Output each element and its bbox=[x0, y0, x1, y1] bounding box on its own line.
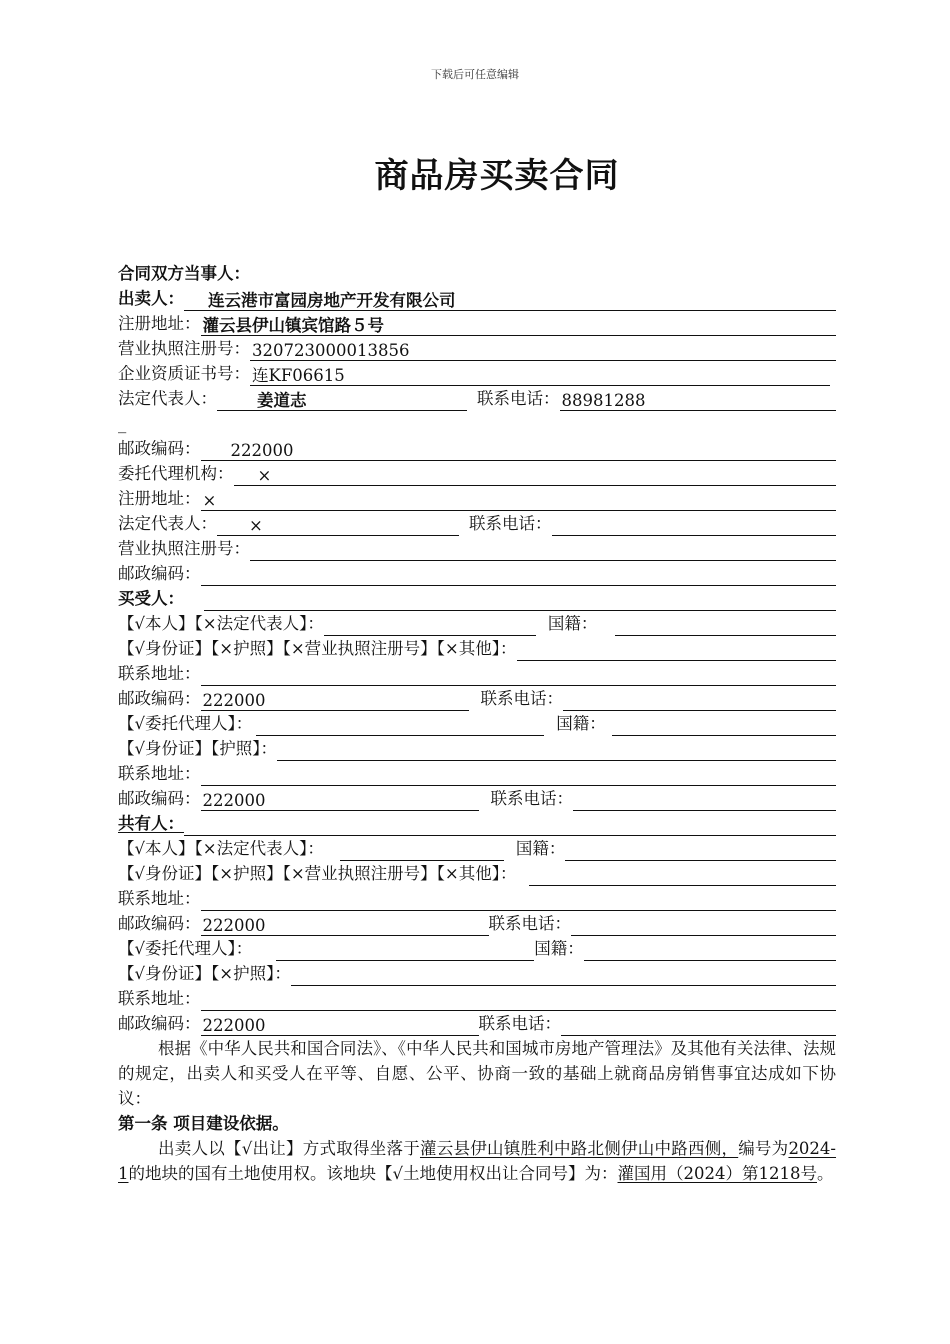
seller-license-row: 营业执照注册号： 320723000013856 bbox=[118, 336, 836, 361]
buyer-phone bbox=[563, 691, 836, 711]
co-owner-self-row: 【√本人】【×法定代表人】： 国籍： bbox=[118, 836, 836, 861]
co-owner-agent-id bbox=[291, 966, 836, 986]
buyer-name bbox=[324, 616, 536, 636]
buyer-self-row: 【√本人】【×法定代表人】： 国籍： bbox=[118, 611, 836, 636]
agent-org-legal-rep: × bbox=[217, 516, 459, 536]
co-owner-name bbox=[340, 841, 504, 861]
seller-qualification-row: 企业资质证书号： 连KF06615 bbox=[118, 361, 836, 386]
plot-number: 2024-1 bbox=[118, 1139, 837, 1183]
agent-org-address-row: 注册地址： × bbox=[118, 486, 836, 511]
seller-legal-rep-row: 法定代表人： 姜道志 联系电话： 88981288 bbox=[118, 386, 836, 411]
buyer-nationality bbox=[615, 616, 836, 636]
buyer-agent-postcode-row: 邮政编码： 222000 联系电话： bbox=[118, 786, 836, 811]
agent-org-license-row: 营业执照注册号： bbox=[118, 536, 836, 561]
agent-org-postcode-row: 邮政编码： bbox=[118, 561, 836, 586]
co-owner-phone bbox=[571, 916, 836, 936]
seller-qualification: 连KF06615 bbox=[250, 366, 830, 386]
co-owner-agent-postcode-row: 邮政编码： 222000 联系电话： bbox=[118, 1011, 836, 1036]
buyer-heading-row: 买受人： bbox=[118, 586, 836, 611]
co-owner-address bbox=[201, 891, 837, 911]
buyer-agent-phone bbox=[573, 791, 836, 811]
agent-org-phone bbox=[552, 516, 837, 536]
buyer-agent-row: 【√委托代理人】： 国籍： bbox=[118, 711, 836, 736]
agent-org-license bbox=[250, 541, 836, 561]
page-title: 商品房买卖合同 bbox=[374, 156, 620, 196]
co-owner-postcode: 222000 bbox=[201, 916, 489, 936]
seller-name: 连云港市富园房地产开发有限公司 bbox=[184, 291, 836, 311]
article1-heading: 第一条 项目建设依据。 bbox=[118, 1114, 289, 1133]
co-owner-agent-phone bbox=[561, 1016, 836, 1036]
seller-postcode-row: 邮政编码： 222000 bbox=[118, 436, 836, 461]
buyer-agent-address bbox=[201, 766, 837, 786]
buyer-agent-address-row: 联系地址： bbox=[118, 761, 836, 786]
buyer-agent-postcode: 222000 bbox=[201, 791, 479, 811]
seller-postcode: 222000 bbox=[201, 441, 837, 461]
agent-org-row: 委托代理机构： × bbox=[118, 461, 836, 486]
co-owner-agent-nationality bbox=[584, 941, 836, 961]
agent-org-postcode bbox=[201, 566, 837, 586]
dangling-underscore: _ bbox=[118, 414, 127, 433]
co-owner-heading-row: 共有人： bbox=[118, 811, 836, 836]
header-note: 下载后可任意编辑 bbox=[431, 68, 519, 81]
buyer-agent-nationality bbox=[612, 716, 836, 736]
co-owner-agent-id-row: 【√身份证】【×护照】： bbox=[118, 961, 836, 986]
agent-org-legal-rep-row: 法定代表人： × 联系电话： bbox=[118, 511, 836, 536]
co-owner-id bbox=[529, 866, 837, 886]
agent-org-address: × bbox=[201, 491, 837, 511]
preamble: 根据《中华人民共和国合同法》、《中华人民共和国城市房地产管理法》及其他有关法律、法规的规定，出卖人和买受人在平等、自愿、公平、协商一致的基础上就商品房销售事宜达成如下协议： bbox=[118, 1039, 836, 1108]
co-owner-nationality bbox=[565, 841, 836, 861]
buyer-agent-id bbox=[277, 741, 836, 761]
seller-address-row: 注册地址： 灌云县伊山镇宾馆路５号 bbox=[118, 311, 836, 336]
co-owner-agent-address bbox=[201, 991, 837, 1011]
seller-license: 320723000013856 bbox=[250, 341, 836, 361]
co-owner-address-row: 联系地址： bbox=[118, 886, 836, 911]
buyer-postcode: 222000 bbox=[201, 691, 469, 711]
co-owner-agent-row: 【√委托代理人】： 国籍： bbox=[118, 936, 836, 961]
buyer-address bbox=[201, 666, 837, 686]
seller-address: 灌云县伊山镇宾馆路５号 bbox=[201, 316, 837, 336]
land-location: 灌云县伊山镇胜利中路北侧伊山中路西侧， bbox=[419, 1139, 739, 1158]
article1-body: 出卖人以【√出让】方式取得坐落于灌云县伊山镇胜利中路北侧伊山中路西侧，编号为2024-1的地块的国有土地使用权。该地块【√土地使用权出让合同号】为：灌国用（2024）第1218号。 bbox=[118, 1139, 837, 1183]
seller-legal-rep: 姜道志 bbox=[217, 391, 467, 411]
seller-name-row: 出卖人： 连云港市富园房地产开发有限公司 bbox=[118, 286, 836, 311]
agent-org: × bbox=[234, 466, 837, 486]
co-owner-agent-address-row: 联系地址： bbox=[118, 986, 836, 1011]
seller-phone: 88981288 bbox=[560, 391, 837, 411]
buyer-postcode-row: 邮政编码： 222000 联系电话： bbox=[118, 686, 836, 711]
buyer-address-row: 联系地址： bbox=[118, 661, 836, 686]
parties-heading: 合同双方当事人： bbox=[118, 264, 250, 283]
land-contract-number: 灌国用（2024）第1218号 bbox=[617, 1164, 817, 1183]
buyer-agent-id-row: 【√身份证】【护照】： bbox=[118, 736, 836, 761]
buyer-agent bbox=[256, 716, 544, 736]
buyer-id-row: 【√身份证】【×护照】【×营业执照注册号】【×其他】： bbox=[118, 636, 836, 661]
buyer-id bbox=[517, 641, 837, 661]
co-owner-id-row: 【√身份证】【×护照】【×营业执照注册号】【×其他】： bbox=[118, 861, 836, 886]
co-owner-agent-postcode: 222000 bbox=[201, 1016, 479, 1036]
co-owner-agent bbox=[276, 941, 534, 961]
contract-body bbox=[118, 261, 836, 1186]
co-owner-postcode-row: 邮政编码： 222000 联系电话： bbox=[118, 911, 836, 936]
